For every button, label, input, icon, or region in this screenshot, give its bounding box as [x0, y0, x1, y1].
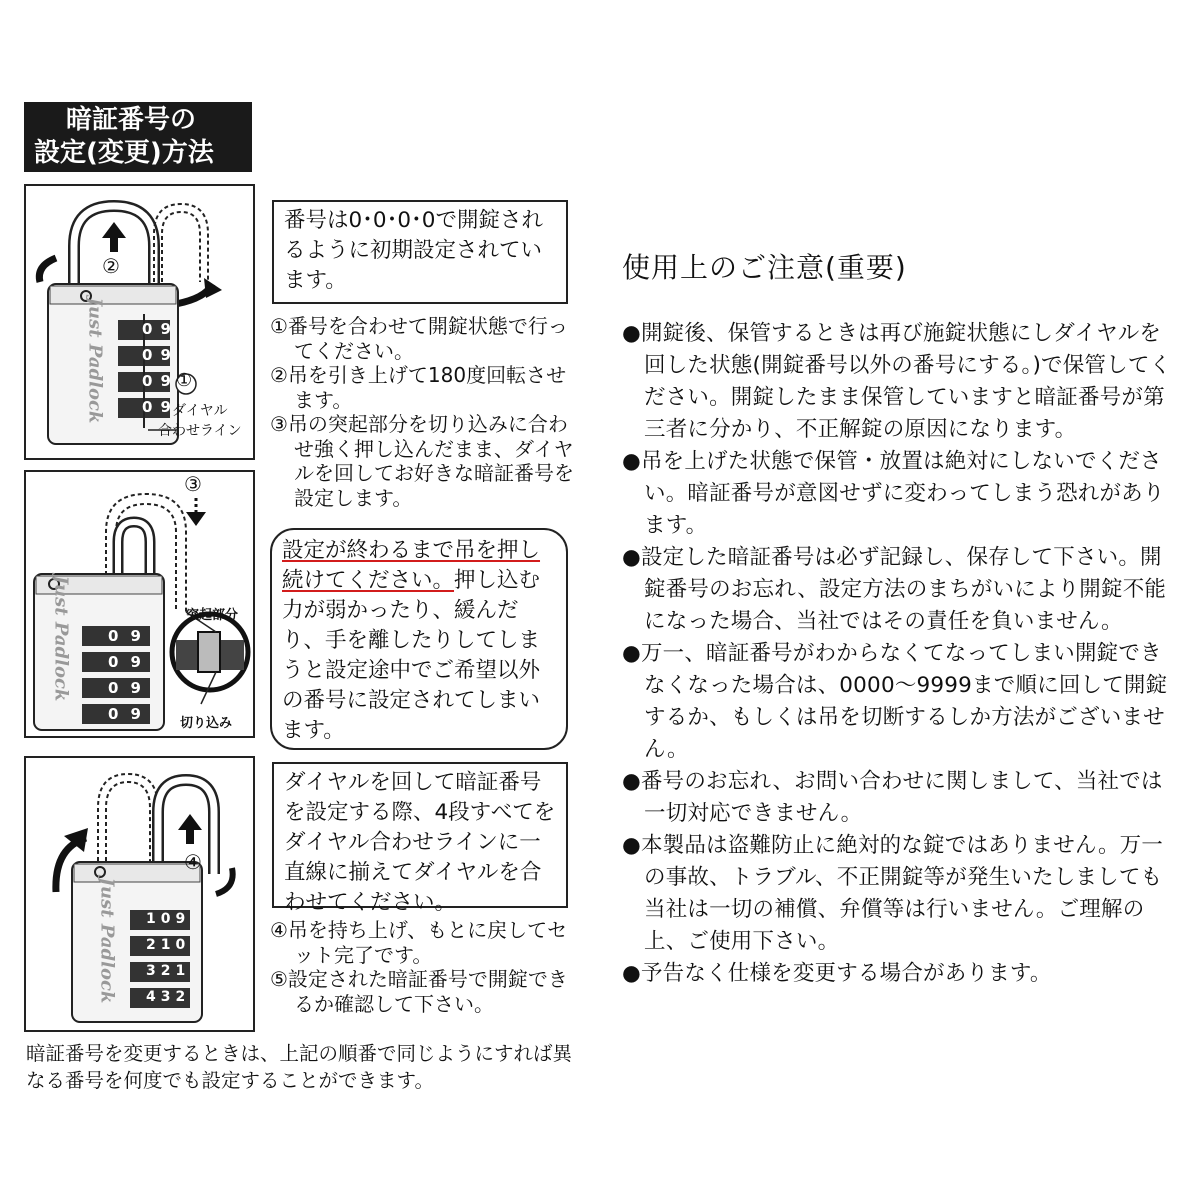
- fig1-dial-digit: 9: [160, 346, 179, 364]
- fig3-dial-digit: 1: [146, 911, 161, 927]
- figure-step-3: [24, 470, 255, 738]
- setup-step: ①番号を合わせて開錠状態で行ってください。: [270, 314, 568, 363]
- caution-title: 使用上のご注意(重要): [622, 251, 907, 284]
- setup-title: [24, 102, 252, 172]
- fig3-dial-row: [134, 963, 194, 989]
- fig3-dial-digit: 9: [175, 911, 191, 927]
- fig3-dial-row: [134, 989, 194, 1015]
- setup-title-line1: 暗証番号の: [66, 105, 197, 135]
- fig1-dial-digit: 9: [160, 398, 179, 416]
- warning-highlight: 設定が終わるまで吊を押し続けてください。: [282, 538, 541, 593]
- fig2-dial-digit: 0: [108, 705, 131, 723]
- fig2-dial-digits: [88, 627, 154, 731]
- initial-setting-note: 番号は0･0･0･0で開錠されるように初期設定されています。: [272, 200, 568, 304]
- fig1-dial-digit: 9: [160, 372, 179, 390]
- figure-step-4: [24, 756, 255, 1032]
- fig1-step-label: ②: [102, 254, 120, 278]
- fig2-dial-digit: 9: [130, 653, 153, 671]
- caution-item: ●開錠後、保管するときは再び施錠状態にしダイヤルを回した状態(開錠番号以外の番号にする。)で保管してください。開錠したまま保管していますと暗証番号が第三者に分かり、不正解錠の原因になります。: [622, 321, 1172, 442]
- setup-steps-a: [270, 314, 575, 510]
- setup-step: ②吊を引き上げて180度回転させます。: [270, 363, 567, 412]
- fig2-label-protrusion: 突起部分: [186, 608, 239, 623]
- setup-step: ⑤設定された暗証番号で開錠できるか確認して下さい。: [270, 967, 568, 1016]
- fig3-brand: Just Padlock: [96, 877, 118, 1004]
- caution-item: ●設定した暗証番号は必ず記録し、保存して下さい。開錠番号のお忘れ、設定方法のまちがいにより開錠不能になった場合、当社ではその責任を負いません。: [622, 545, 1167, 634]
- fig2-brand: Just Padlock: [50, 575, 72, 702]
- fig2-dial-digit: 9: [130, 705, 153, 723]
- figure-step-2: [24, 184, 255, 460]
- fig1-callout-line2: 合わせライン: [158, 423, 242, 439]
- fig3-dial-digit: 1: [160, 937, 176, 953]
- fig1-brand: Just Padlock: [84, 297, 106, 424]
- caution-item: ●予告なく仕様を変更する場合があります。: [622, 961, 1052, 986]
- caution-item: ●本製品は盗難防止に絶対的な錠ではありません。万一の事故、トラブル、不正開錠等が発生いたしましても当社は一切の補償、弁償等は行いません。ご理解の上、ご使用下さい。: [622, 833, 1164, 954]
- fig1-dial-digit: 0: [142, 346, 161, 364]
- setup-steps-b: [270, 918, 575, 1016]
- fig1-dial-row: [122, 346, 179, 372]
- fig1-dial-digit: 0: [142, 398, 161, 416]
- fig3-dial-digits: [134, 911, 194, 1015]
- fig1-dial-digit: 0: [142, 372, 161, 390]
- fig2-dial-digit: 0: [108, 653, 131, 671]
- alignment-note: ダイヤルを回して暗証番号を設定する際、4段すべてをダイヤル合わせラインに一直線に揃えてダイヤルを合わせてください。: [272, 762, 568, 908]
- fig1-dial-row: [122, 320, 179, 346]
- fig3-dial-digit: 2: [146, 937, 161, 953]
- fig3-dial-digit: 3: [160, 989, 176, 1005]
- fig2-dial-digit: 9: [130, 679, 153, 697]
- fig2-label-notch: 切り込み: [180, 716, 233, 731]
- fig3-dial-digit: 0: [160, 911, 176, 927]
- fig2-dial-digit: 0: [108, 679, 131, 697]
- fig3-dial-digit: 2: [175, 989, 191, 1005]
- fig1-dial-digit: 9: [160, 320, 179, 338]
- warning-note: [270, 528, 568, 750]
- caution-list: [622, 318, 1177, 990]
- caution-item: ●万一、暗証番号がわからなくてなってしまい開錠できなくなった場合は、0000〜9999まで順に回して開錠するか、もしくは吊を切断するしか方法がございません。: [622, 641, 1168, 762]
- fig2-dial-row: [88, 653, 154, 679]
- warning-rest: 押し込む力が弱かったり、緩んだり、手を離したりしてしまうと設定途中でご希望以外の番号に設定されてしまいます。: [282, 568, 541, 743]
- fig3-dial-digit: 1: [175, 963, 191, 979]
- fig2-dial-row: [88, 705, 154, 731]
- setup-step: ③吊の突起部分を切り込みに合わせ強く押し込んだまま、ダイヤルを回してお好きな暗証番号を設定します。: [270, 412, 574, 510]
- caution-item: ●吊を上げた状態で保管・放置は絶対にしないでください。暗証番号が意図せずに変わってしまう恐れがあります。: [622, 449, 1165, 538]
- fig2-dial-row: [88, 627, 154, 653]
- setup-step: ④吊を持ち上げ、もとに戻してセット完了です。: [270, 918, 568, 967]
- setup-title-line2: 設定(変更)方法: [34, 138, 214, 168]
- fig2-step-label: ③: [184, 472, 202, 496]
- fig3-dial-digit: 3: [146, 963, 161, 979]
- fig3-dial-digit: 2: [160, 963, 176, 979]
- fig2-dial-digit: 9: [130, 627, 153, 645]
- fig1-callout-line1: ダイヤル: [172, 403, 228, 419]
- fig1-dial-digit: 0: [142, 320, 161, 338]
- fig1-dial-digits: [122, 320, 179, 424]
- fig2-dial-digit: 0: [108, 627, 131, 645]
- fig3-dial-digit: 4: [146, 989, 161, 1005]
- fig2-dial-row: [88, 679, 154, 705]
- fig1-dial-row: [122, 372, 179, 398]
- fig3-dial-row: [134, 911, 194, 937]
- fig1-callout-num: ①: [176, 370, 193, 391]
- fig3-dial-digit: 0: [175, 937, 191, 953]
- caution-item: ●番号のお忘れ、お問い合わせに関しまして、当社では一切対応できません。: [622, 769, 1163, 826]
- change-note-footer: 暗証番号を変更するときは、上記の順番で同じようにすれば異なる番号を何度でも設定することができます。: [26, 1042, 573, 1092]
- fig3-dial-row: [134, 937, 194, 963]
- fig3-step-label: ④: [184, 850, 202, 874]
